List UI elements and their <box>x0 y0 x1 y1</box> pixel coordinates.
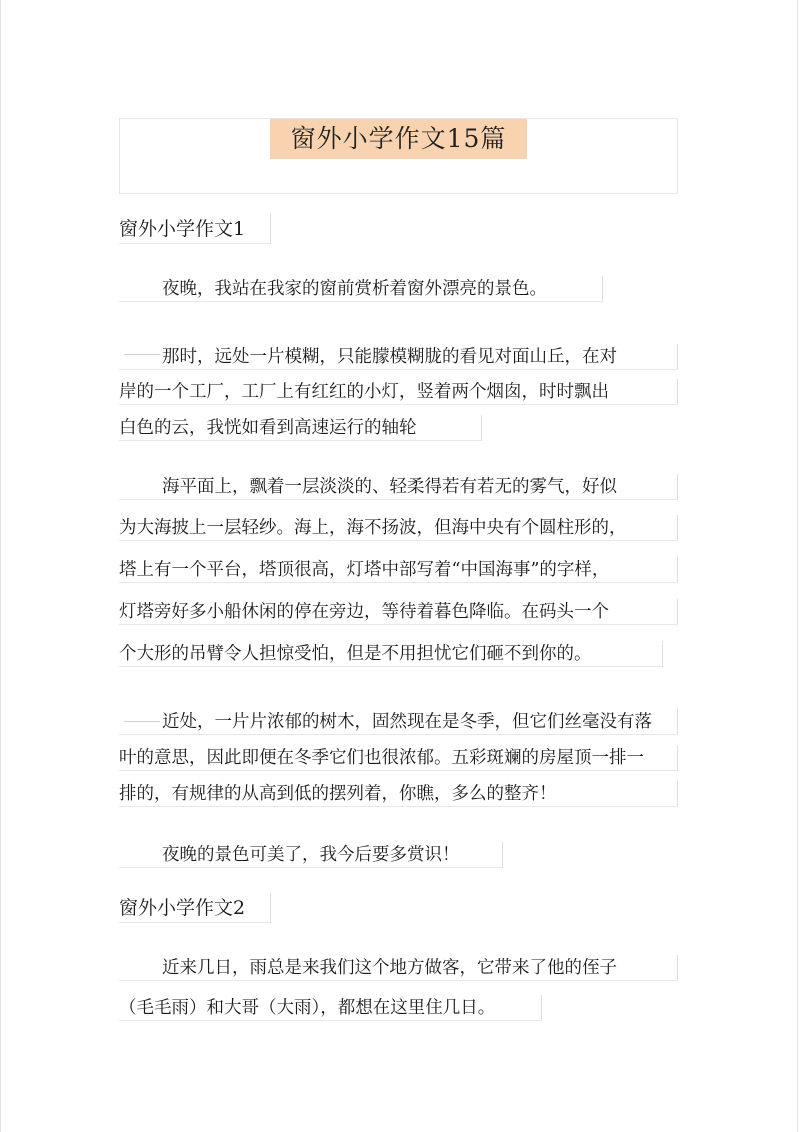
paragraph-line: 那时，远处一片模糊，只能朦模糊胧的看见对面山丘，在对 <box>119 344 678 370</box>
paragraph-line: 夜晚的景色可美了，我今后要多赏识！ <box>119 842 503 868</box>
paragraph-line: 灯塔旁好多小船休闲的停在旁边，等待着暮色降临。在码头一个 <box>119 599 678 625</box>
document-title: 窗外小学作文15篇 <box>270 119 527 159</box>
paragraph-line: 白色的云，我恍如看到高速运行的轴轮 <box>119 415 482 441</box>
paragraph-line: 塔上有一个平台，塔顶很高，灯塔中部写着“中国海事”的字样， <box>119 557 678 583</box>
paragraph-line: 排的，有规律的从高到低的摆列着，你瞧，多么的整齐！ <box>119 781 678 807</box>
paragraph-line: 近处，一片片浓郁的树木，固然现在是冬季，但它们丝毫没有落 <box>119 709 678 735</box>
paragraph-line: 海平面上，飘着一层淡淡的、轻柔得若有若无的雾气，好似 <box>119 474 678 500</box>
section-heading: 窗外小学作文2 <box>119 893 271 923</box>
page-edge <box>0 0 1 1132</box>
paragraph-line: 近来几日，雨总是来我们这个地方做客，它带来了他的侄子 <box>119 955 678 981</box>
section-heading: 窗外小学作文1 <box>119 214 271 244</box>
paragraph-line: 叶的意思，因此即便在冬季它们也很浓郁。五彩斑斓的房屋顶一排一 <box>119 745 678 771</box>
paragraph-line: 个大形的吊臂令人担惊受怕，但是不用担忧它们砸不到你的。 <box>119 641 663 667</box>
paragraph-line: 夜晚，我站在我家的窗前赏析着窗外漂亮的景色。 <box>119 276 603 302</box>
paragraph-line: 岸的一个工厂，工厂上有红红的小灯，竖着两个烟囱，时时飘出 <box>119 379 678 405</box>
paragraph-line: （毛毛雨）和大哥（大雨），都想在这里住几日。 <box>119 995 542 1021</box>
paragraph-line: 为大海披上一层轻纱。海上，海不扬波，但海中央有个圆柱形的， <box>119 515 678 541</box>
page-edge <box>797 0 798 1132</box>
